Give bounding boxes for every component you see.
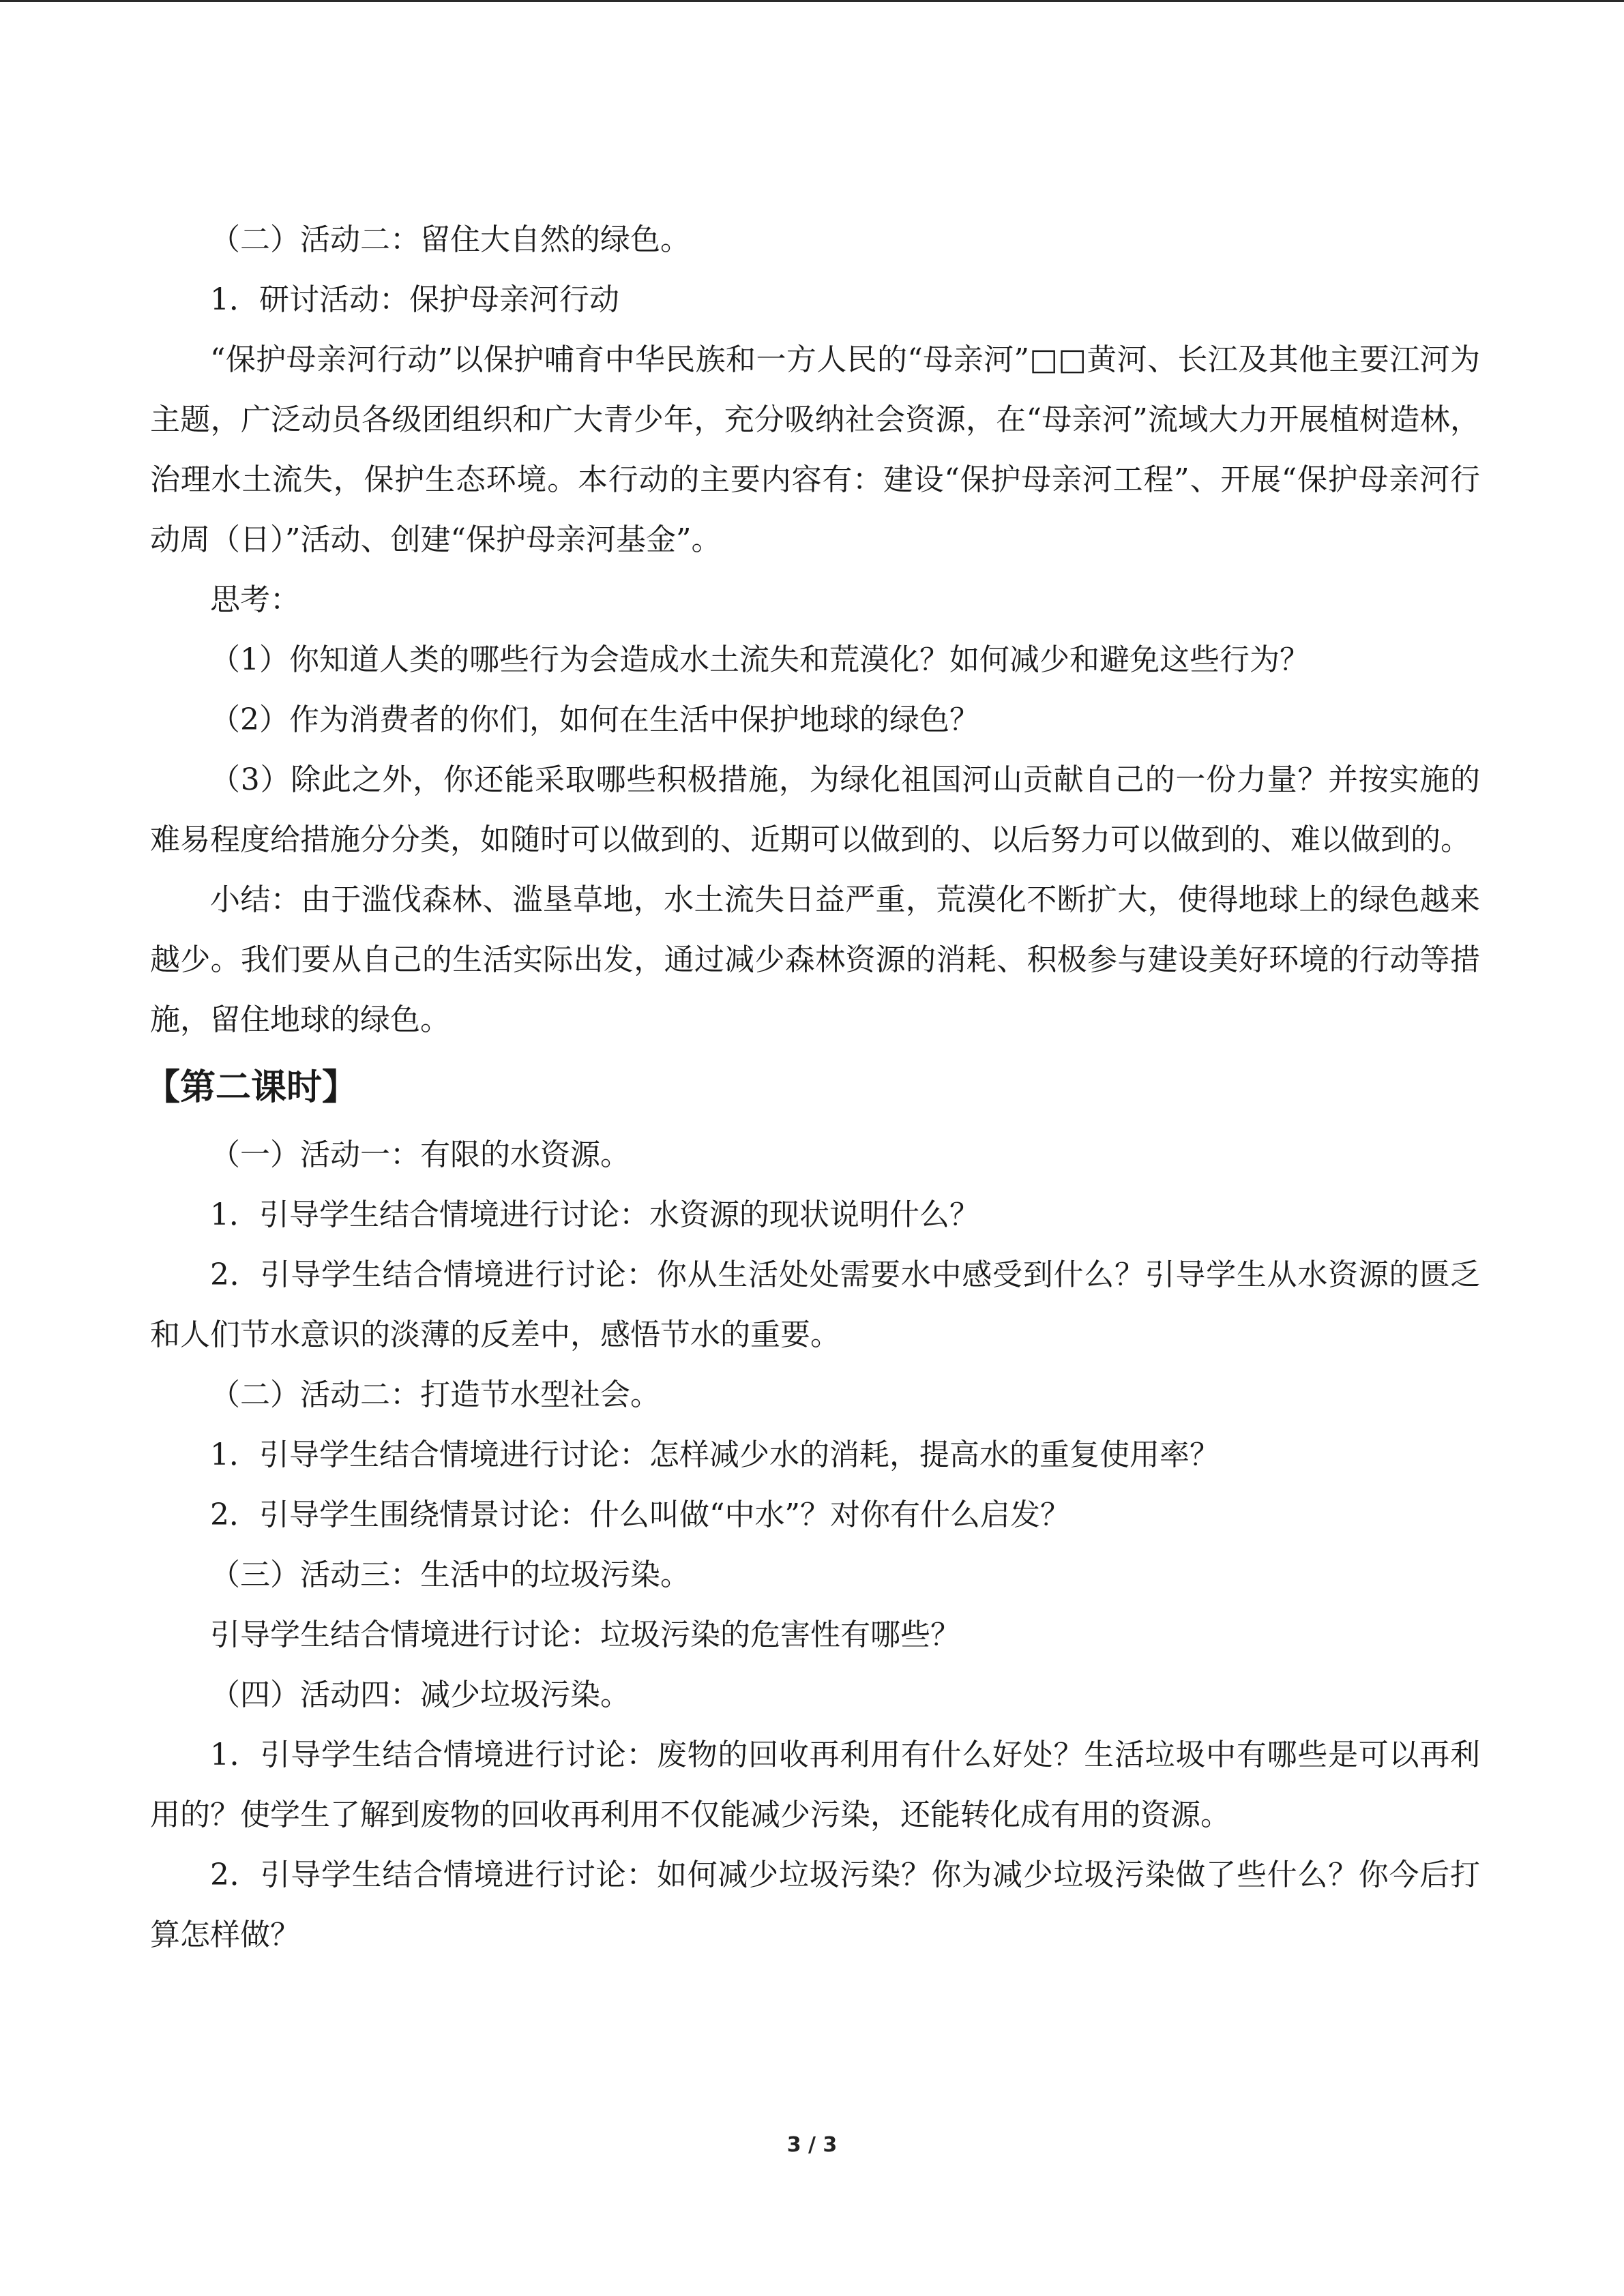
activity-one-item-2: 2．引导学生结合情境进行讨论：你从生活处处需要水中感受到什么？引导学生从水资源的匮乏和人们节水意识的淡薄的反差中，感悟节水的重要。 bbox=[150, 1257, 1480, 1352]
document-body bbox=[145, 210, 1480, 1965]
question-2: （2）作为消费者的你们，如何在生活中保护地球的绿色？ bbox=[210, 702, 979, 737]
summary-paragraph: 小结：由于滥伐森林、滥垦草地，水土流失日益严重，荒漠化不断扩大，使得地球上的绿色越来越少。我们要从自己的生活实际出发，通过减少森林资源的消耗、积极参与建设美好环境的行动等措施，留住地球的绿色。 bbox=[150, 882, 1480, 1037]
activity-three-item: 引导学生结合情境进行讨论：垃圾污染的危害性有哪些？ bbox=[210, 1617, 960, 1652]
lesson-two-heading: 【第二课时】 bbox=[145, 1067, 358, 1108]
question-3: （3）除此之外，你还能采取哪些积极措施，为绿化祖国河山贡献自己的一份力量？并按实施的难易程度给措施分分类，如随时可以做到的、近期可以做到的、以后努力可以做到的、难以做到的。 bbox=[150, 762, 1480, 857]
activity-four-item-2: 2．引导学生结合情境进行讨论：如何减少垃圾污染？你为减少垃圾污染做了些什么？你今后打算怎样做？ bbox=[150, 1858, 1480, 1952]
activity-two-item-2: 2．引导学生围绕情景讨论：什么叫做“中水”？对你有什么启发？ bbox=[210, 1497, 1070, 1532]
research-activity-title: 1．研讨活动：保护母亲河行动 bbox=[210, 282, 619, 317]
activity-one-item-1: 1．引导学生结合情境进行讨论：水资源的现状说明什么？ bbox=[210, 1197, 979, 1232]
activity-two-item-1: 1．引导学生结合情境进行讨论：怎样减少水的消耗，提高水的重复使用率？ bbox=[210, 1437, 1220, 1472]
activity-four-item-1: 1．引导学生结合情境进行讨论：废物的回收再利用有什么好处？生活垃圾中有哪些是可以再利用的？使学生了解到废物的回收再利用不仅能减少污染，还能转化成有用的资源。 bbox=[150, 1738, 1480, 1832]
question-1: （1）你知道人类的哪些行为会造成水土流失和荒漠化？如何减少和避免这些行为？ bbox=[210, 642, 1310, 677]
activity-one-title: （一）活动一：有限的水资源。 bbox=[210, 1137, 630, 1172]
think-label: 思考： bbox=[210, 582, 300, 617]
activity-two-title: （二）活动二：留住大自然的绿色。 bbox=[210, 222, 690, 257]
top-rule bbox=[0, 0, 1624, 2]
activity-two-water-title: （二）活动二：打造节水型社会。 bbox=[210, 1377, 660, 1412]
page-number: 3 / 3 bbox=[786, 2133, 838, 2157]
activity-three-title: （三）活动三：生活中的垃圾污染。 bbox=[210, 1557, 690, 1592]
activity-four-title: （四）活动四：减少垃圾污染。 bbox=[210, 1678, 630, 1712]
mother-river-intro: “保护母亲河行动”以保护哺育中华民族和一方人民的“母亲河”□□黄河、长江及其他主要江河为主题，广泛动员各级团组织和广大青少年，充分吸纳社会资源，在“母亲河”流域大力开展植树造林，治理水土流失，保护生态环境。本行动的主要内容有：建设“保护母亲河工程”、开展“保护母亲河行动周（日）”活动、创建“保护母亲河基金”。 bbox=[150, 342, 1480, 557]
